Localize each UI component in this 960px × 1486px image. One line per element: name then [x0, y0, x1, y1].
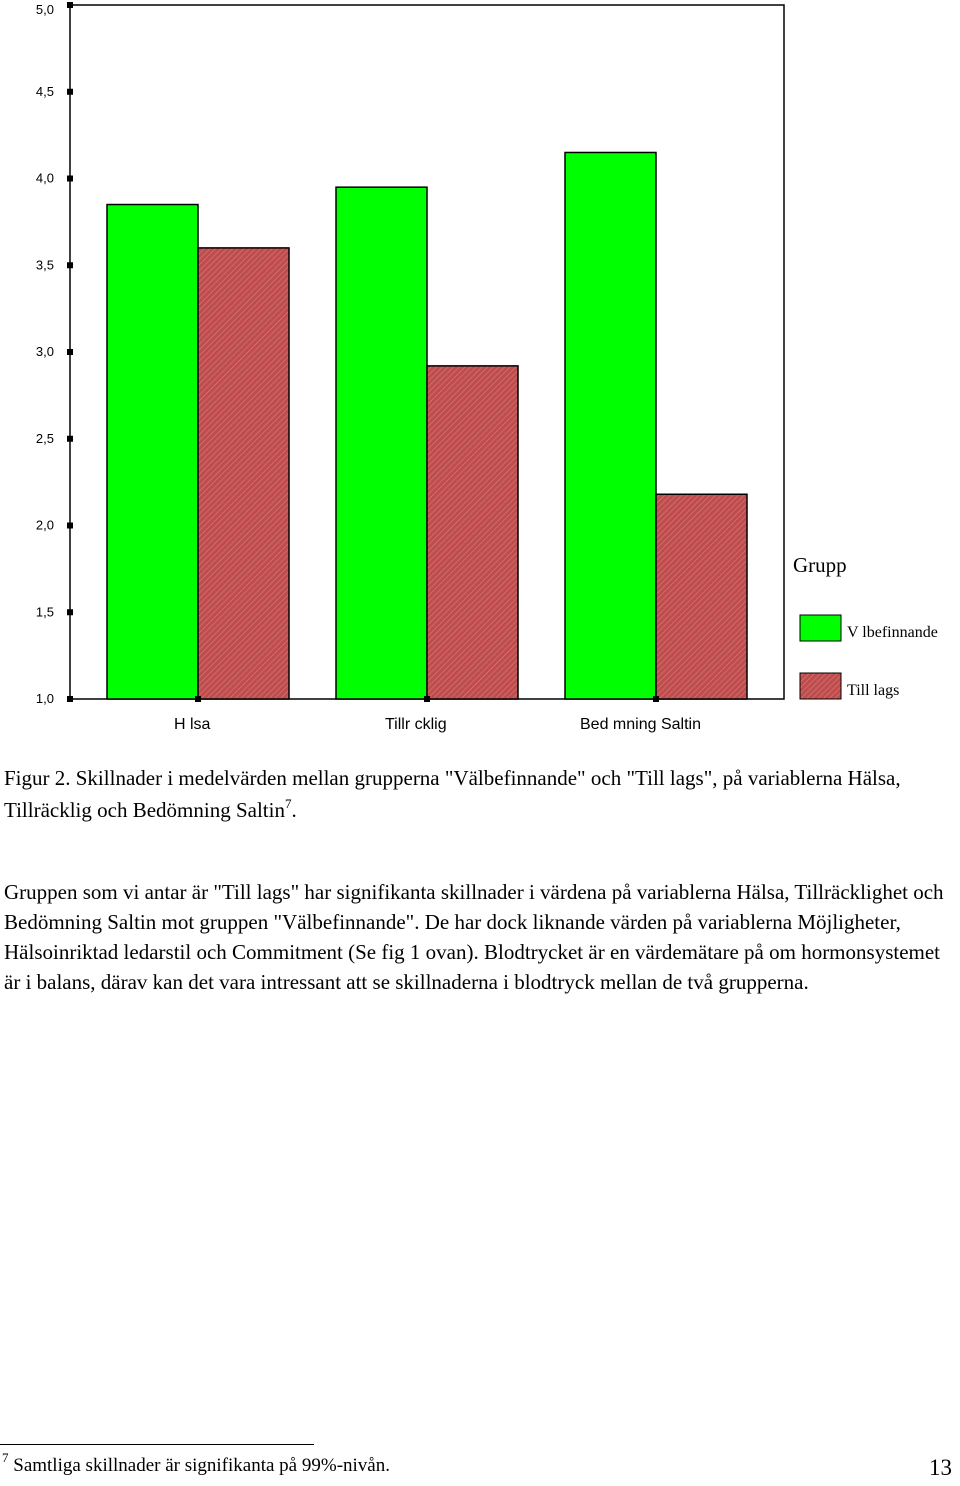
x-tick-mark	[653, 696, 659, 702]
bar-till-lags	[198, 248, 289, 699]
footnote	[2, 1450, 390, 1477]
caption-footnote-ref: 7	[284, 796, 292, 811]
x-tick-mark	[424, 696, 430, 702]
y-tick-label: 4,5	[35, 83, 54, 99]
page-number: 13	[929, 1455, 952, 1480]
y-tick-mark	[67, 523, 73, 529]
x-category-label: Bed mning Saltin	[580, 716, 701, 733]
y-tick-mark	[67, 176, 73, 182]
body-paragraph: Gruppen som vi antar är "Till lags" har signifikanta skillnader i värdena på variablerna Hälsa, Tillräcklighet och Bedömning Saltin mot gruppen "Välbefinnande". De har dock liknande värden på variablerna Möjligheter, Hälsoinriktad ledarstil och Commitment (Se fig 1 ovan). Blodtrycket är en värdemätare på om hormonsystemet är i balans, därav kan det vara intressant att se skillnaderna i blodtryck mellan de två grupperna.	[4, 880, 944, 994]
y-tick-label: 1,5	[35, 604, 54, 620]
y-tick-label: 2,0	[35, 517, 54, 533]
y-tick-mark	[67, 262, 73, 268]
legend-swatch-till-lags	[800, 673, 841, 699]
legend-swatch-valbefinnande	[800, 615, 841, 641]
bar-till-lags	[427, 366, 518, 699]
legend-title: Grupp	[793, 553, 847, 577]
caption-text: Figur 2. Skillnader i medelvärden mellan grupperna "Välbefinnande" och "Till lags", på variablerna Hälsa, Tillräcklig och Bedömning Saltin	[4, 766, 901, 822]
legend-label-till-lags: Till lags	[847, 682, 900, 699]
y-tick-mark	[67, 2, 73, 8]
bar-valbefinnande	[107, 205, 198, 699]
x-axis	[174, 696, 701, 733]
footnote-text: Samtliga skillnader är signifikanta på 99%-nivån.	[13, 1455, 390, 1476]
bar-till-lags	[656, 494, 747, 699]
y-tick-label: 3,5	[35, 257, 54, 273]
y-tick-mark	[67, 349, 73, 355]
caption-end: .	[291, 798, 297, 822]
y-tick-mark	[67, 89, 73, 95]
legend-label-valbefinnande: V lbefinnande	[847, 624, 938, 641]
y-tick-mark	[67, 436, 73, 442]
y-axis	[36, 2, 73, 706]
y-tick-label: 4,0	[35, 170, 54, 186]
legend	[793, 553, 938, 699]
bar-valbefinnande	[336, 187, 427, 699]
x-tick-mark	[195, 696, 201, 702]
x-category-label: H lsa	[174, 716, 211, 733]
footnote-number: 7	[2, 1450, 9, 1465]
y-tick-label: 5,0	[35, 2, 54, 17]
y-tick-label: 3,0	[35, 344, 54, 359]
x-category-label: Tillr cklig	[385, 716, 447, 733]
bar-valbefinnande	[565, 152, 656, 699]
y-tick-mark	[67, 696, 73, 702]
y-tick-mark	[67, 609, 73, 615]
y-tick-label: 1,0	[35, 691, 54, 706]
y-tick-label: 2,5	[35, 430, 54, 446]
figure-caption	[4, 762, 954, 826]
bars	[107, 152, 747, 699]
footnote-divider	[0, 1444, 314, 1445]
